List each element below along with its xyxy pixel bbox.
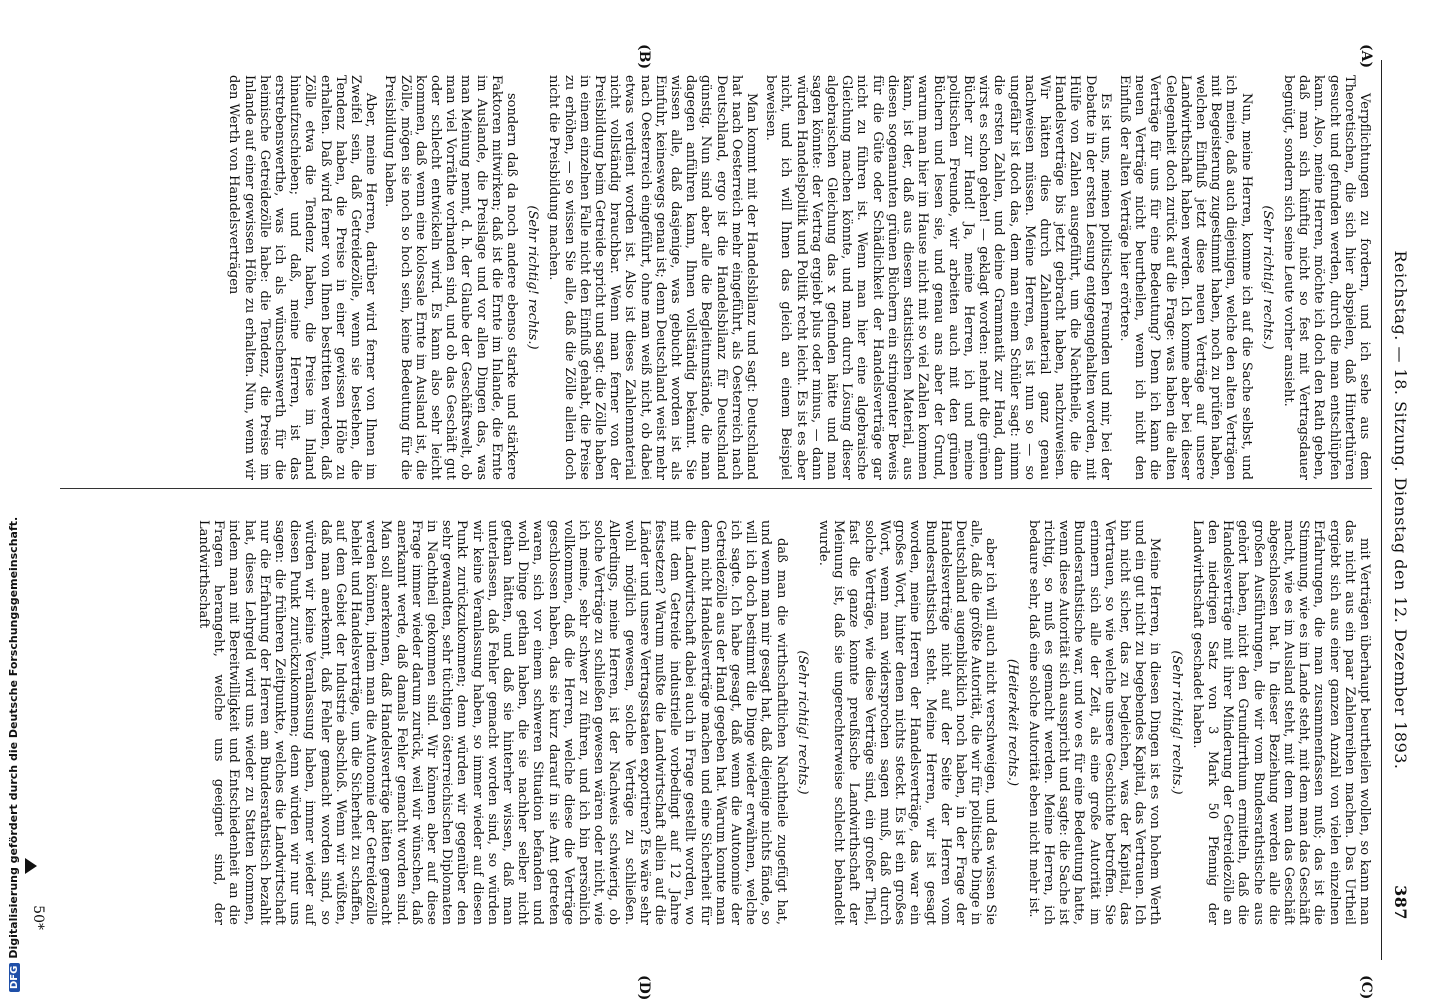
left-column: [222, 75, 1372, 480]
paragraph: sondern daß da noch andere ebenso starke und stärkere Faktoren mitwirken; daß ist die Ernte im Inlande, die Ernte im Auslande, die Preislage und vor allen Dingen das, was man Meinung nennt, d. h. der Glaube der Geschäftswelt, ob man viel Vorräthe vorhanden sind, und ob das Geschäft gut oder schlecht entwickeln wird. Es kann also sehr leicht kommen, daß wenn eine kolossale Ernte im Ausland ist, die Zölle, mögen sie noch so hoch sein, keine Bedeutung für die Preisbildung haben.: [382, 75, 520, 480]
margin-note-a: (A): [1358, 44, 1374, 69]
paragraph: Verpflichtungen zu fordern, und ich sehe aus dem Theoretischen, die sich hier abspielen, daß Hinterthüren gesucht und gefunden werden, durch die man entschlüpfen kann. Also, meine Herren, möchte ich doch den Rath geben, daß man sich künftig nicht so fest mit Vertragsdauer begnügt, sondern sich seine Leute vorher ansieht.: [1280, 75, 1372, 480]
paragraph: (Sehr richtig! rechts.): [1168, 650, 1184, 795]
credit-strip: [0, 0, 22, 1000]
paragraph: Meine Herren, in diesen Dingen ist es von hohem Werth und ein gut nicht zu begebendes Kapital, das Vertrauen. Ich bin nicht sicher, das zu begleichen, was der Kapital, das Vertrauen, so wie welche unsere Geschichte betroffen. Sie erinnern sich alle der Zeit, als eine große Autorität im Bundesrathstische war, und wo es für eine Bedeutung hatte, wenn diese Autorität sich ausspricht und sagte: die Sache ist richtig, so muß es gemacht werden. Meine Herren, ich bedaure sehr, daß eine solche Autorität eben nicht mehr ist.: [1025, 520, 1163, 925]
paragraph: (Sehr richtig! rechts.): [794, 650, 810, 795]
dfg-logo: DFG: [9, 963, 20, 992]
scan-marker-icon: [25, 858, 37, 874]
paragraph: mit Verträgen überhaupt beurtheilen wollen, so kann man das nicht aus ein paar Zahlenreihen machen. Das Urtheil ergiebt sich aus einer ganzen Anzahl von vielen einzelnen Erfahrungen, die man zusammenfassen muß; das ist die Stimmung, wie es im Lande steht, mit dem man das Geschäft macht, wie es im Ausland steht, mit dem man das Geschäft abgeschlossen hat. In dieser Beziehung werden alle die großen Ausführungen, die wir vom Bundesrathstische aus gehört haben, nicht den Grundirrthum ermitteln, daß die Handelsverträge mit ihrer Minderung der Getreidezölle an den niedrigen Satz von 3 Mark 50 Pfennig der Landwirthschaft geschadet haben.: [1189, 520, 1372, 925]
paragraph: Aber, meine Herren, darüber wird ferner von Ihnen im Zweifel sein, daß Getreidezölle, wenn sie bestehen, die Tendenz haben, die Preise in einer gewissen Höhe zu erhalten. Daß wird ferner von Ihnen bestritten werden, daß Zölle etwa die Tendenz haben, die Preise im Inland hinaufzuschieben; und daß, meine Herren, ist das erstrebenswerthe, was ich als wünschenswerth für die heimische Getreidezölle habe: die Tendenz, die Preise im Inlande auf einer gewissen Höhe zu erhalten. Nun, wenn wir den Werth von Handelsverträgen: [226, 75, 379, 480]
header-rule: [1381, 60, 1382, 960]
paragraph: Es ist uns, meinen politischen Freunden und mir, bei der Debatte in der ersten Lesung entgegengehalten worden, mit Hülfe von Zahlen ausgeführt, um die Nachtheile, die die Handelsverträge bis jetzt gebracht haben, nachzuweisen. Wir hätten dies durch Zahlenmaterial ganz genau nachweisen müssen. Meine Herren, es ist nun so — so ungefähr ist doch das, dem man einem Schüler sagt: nimm die ersten Zahlen, und deine Grammatik zur Hand, dann wirst es schon gehen! — geklagt worden: nehmt die grünen Bücher zur Hand! Ja, meine Herren, ich und meine politischen Freunde, wir arbeiten auch mit den grünen Büchern und lesen sie, und genau ans aber der Grund, warum man hier im Hause nicht mit so viel Zahlen kommen kann, ist der, daß aus diesem statistischen Material, aus diesen sogenannten grünen Büchern ein stringenter Beweis für die Güte oder Schädlichkeit der Handelsverträge gar nicht zu führen ist. Wenn man hier eine algebraische Gleichung machen könnte, und man durch Lösung dieser algebraischen Gleichung das x gefunden hätte und man sagen könnte: der Vertrag ergiebt plus oder minus, — dann würden Handelspolitik und Politik recht leicht. Es ist es aber nicht, und ich will Ihnen das gleich an einem Beispiel beweisen.: [763, 75, 1113, 480]
margin-note-d: (D): [636, 975, 652, 1000]
page-number: 387: [1391, 885, 1410, 920]
margin-note-c: (C): [1358, 975, 1374, 1000]
margin-note-b: (B): [636, 44, 652, 70]
right-column: [192, 520, 1372, 925]
signature-mark: 50*: [30, 905, 46, 930]
paragraph: aber ich will auch nicht verschweigen, und das wissen Sie alle, daß die größte Autorität, die wir für politische Dinge in Deutschland augenblicklich noch haben, in der Frage der Handelsverträge nicht auf der Seite der Herren vom Bundesrathstisch steht. Meine Herren, wir ist gesagt worden, meine Herren der Handelsverträge, das war ein großes Wort, hinter denen nichts steckt. Es ist ein großes Wort, wenn man widersprochen sagen muß, daß durch solche Verträge, wie diese Verträge sind, ein großer Theil, fast die ganze konnte preußische Landwirthschaft der Meinung ist, daß sie ungerechterweise schlecht behandelt wurde.: [816, 520, 999, 925]
paragraph: (Heiterkeit rechts.): [1004, 658, 1020, 787]
page-header: [1384, 60, 1414, 960]
paragraph: daß man die wirthschaftlichen Nachtheile zugefügt hat, und wenn man mir gesagt hat, daß diejenige nichts fände, so will ich doch bestimmt die Dinge wieder erwähnen, welche ich sagte. Ich habe gesagt, daß wenn die Autonomie der Getreidezölle aus der Hand gegeben hat. Warum konnte man denn nicht Handelsverträge machen und eine Sicherheit für die Landwirtschaft dabei auch in Frage gestellt worden, wo mit dem Getreide industrielle vorbedingt auf 12 Jahre festsetzen? Warum mußte die Landwirtschaft allein auf die Länder und unsere Vertragsstaaten exportiren? Es wäre sehr wohl möglich gewesen, solche Verträge zu schließen. Allerdings, meine Herren, ist der Nachweis schwierig, ob solche Verträge zu schließen gewesen wären oder nicht, wie ich meine, sehr schwer zu führen, und ich bin persönlich vollkommen, daß die Herren, welche diese die Verträge geschlossen haben, das sie kurz darauf in sie Amt getreten waren, sich vor einem schweren Situation befanden und wohl Dinge gethan haben, die sie nachher selber nicht gethan hätten, und daß sie hinterher wissen, daß man unterlassen, daß Fehler gemacht worden sind, so würden wir keine Veranlassung haben, so immer wieder auf diesen Punkt zurückzukommen; denn würden wir gegenüber den sehr gewandten, sehr tüchtigen österreichischen Diplomaten in Nachtheil gekommen sind. Wir können aber auf diese Frage immer wieder darum zurück, weil wir wünschen, daß anerkannt werde, daß damals Fehler gemacht worden sind. Man soll anerkennen, daß Handelsverträge hätten gemacht werden können, indem man die Autonomie der Getreidezölle behielt und Handelsverträge, um die Sicherheit zu schaffen, auf dem Gebiet der Industrie abschloß. Wenn wir wüßten, daß man anerkennt, daß Fehler gemacht worden sind, so würden wir keine Veranlassung haben, immer wieder auf diesen Punkt zurückzukommen; denn würden wir nur uns sagen: die früheren Zeitpunkte, welches die Landwirtschaft nur die Erfahrung der Herren am Bundesrathstisch bezahlt hat, dieses Lehrgeld wird uns wieder zu Statten kommen, indem man mit Bereitwilligkeit und Entschiedenheit an die Fragen herangeht, welche uns geeignet sind, der Landwirthschaft: [195, 520, 789, 925]
paragraph: Man kommt mit der Handelsbilanz und sagt: Deutschland hat nach Oesterreich mehr eingeführt, als Oesterreich nach Deutschland, ergo ist die Handelsbilanz für Deutschland günstig. Nun sind aber alle die Begleitumstände, die man dagegen anführen kann, Ihnen vollständig bekannt. Sie wissen alle, daß dasjenige, was gebucht worden ist als Einfuhr, keineswegs genau ist; denn Deutschland weist mehr nach Oesterreich eingeführt, ohne man weiß nicht, ob dabei etwas verdient worden ist. Also ist dieses Zahlenmaterial nicht vollständig brauchbar. Wenn man ferner von der Preisbildung beim Getreide spricht und sagt: die Zölle haben in einem einzelnen Falle nicht den Einfluß gehabt, die Preise zu erhöhen, — so wissen Sie alle, daß die Zölle allein doch nicht die Preisbildung machen.: [546, 75, 760, 480]
column-divider: [60, 488, 1372, 489]
paragraph: (Sehr richtig! rechts.): [525, 205, 541, 350]
paragraph: (Sehr richtig! rechts.): [1259, 205, 1275, 350]
header-title: Reichstag. — 18. Sitzung. Dienstag den 12. Dezember 1893.: [1391, 250, 1410, 770]
paragraph: Nun, meine Herren, komme ich auf die Sache selbst, und ich meine, daß auch diejenigen, welche den alten Verträgen mit Begeisterung zugestimmt haben, noch zu prüfen haben, welchen Einfluß jetzt diese neuen Verträge auf unsere Landwirthschaft haben werden. Ich komme aber bei dieser Gelegenheit doch zurück auf die Frage: was haben die alten Verträge für uns für eine Bedeutung? Denn ich kann die neuen Verträge nicht beurtheilen, wenn ich nicht den Einfluß der alten Verträge hier erörtere.: [1116, 75, 1254, 480]
credit-text: Digitalisierung gefördert durch die Deutsche Forschungsgemeinschaft.: [7, 516, 20, 959]
credit-line: [7, 517, 20, 992]
